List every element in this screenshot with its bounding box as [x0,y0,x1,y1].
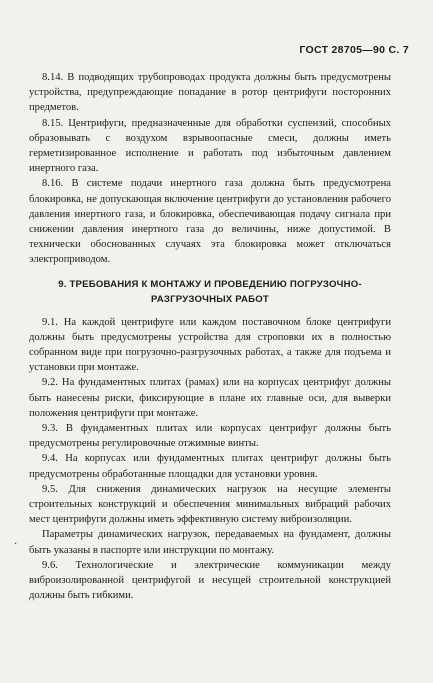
paragraph-9-6: 9.6. Технологические и электрические коммуникации между виброизолированной центрифугой и несущей строительной конструкцией должны быть гибкими. [29,559,391,602]
page-header: ГОСТ 28705—90 С. 7 [299,44,409,56]
document-body [29,70,391,604]
paragraph-9-1: 9.1. На каждой центрифуге или каждом поставочном блоке центрифуги должны быть предусмотрены устройства для строповки их в полностью собранном виде при погрузочно-разгрузочных работах, а также для подъема и установки при монтаже. [29,316,391,374]
paragraph-9-4: 9.4. На корпусах или фундаментных плитах центрифуг должны быть предусмотрены обработанные площадки для установки уровня. [29,453,391,480]
paragraph-8-14: 8.14. В подводящих трубопроводах продукта должны быть предусмотрены устройства, предупреждающие попадание в ротор центрифуги посторонних предметов. [29,72,391,114]
section-heading: 9. ТРЕБОВАНИЯ К МОНТАЖУ И ПРОВЕДЕНИЮ ПОГРУЗОЧНО-РАЗГРУЗОЧНЫХ РАБОТ [58,278,362,305]
paragraph-dynamic-loads: Параметры динамических нагрузок, передаваемых на фундамент, должны быть указаны в паспорте или инструкции по монтажу. [29,529,391,556]
paragraph-8-15: 8.15. Центрифуги, предназначенные для обработки суспензий, способных образовывать с воздухом взрывоопасные смеси, должны иметь герметизированное исполнение и работать под избыточным давлением инертного газа. [29,117,391,175]
paragraph-9-3: 9.3. В фундаментных плитах или корпусах центрифуг должны быть предусмотрены регулировочные отжимные винты. [29,423,391,450]
margin-mark: · [14,539,18,550]
paragraph-9-2: 9.2. На фундаментных плитах (рамах) или на корпусах центрифуг должны быть нанесены риски, фиксирующие в плане их главные оси, для выверки положения центрифуги при монтаже. [29,377,391,419]
paragraph-8-16: 8.16. В системе подачи инертного газа должна быть предусмотрена блокировка, не допускающая включение центрифуги до установления рабочего давления инертного газа, и блокировка, обеспечивающая подачу сигнала при снижении давления инертного газа до величины, ниже допустимой. В технически обоснованных случаях эта блокировка может отключаться электроприводом. [29,178,391,266]
paragraph-9-5: 9.5. Для снижения динамических нагрузок на несущие элементы строительных конструкций и обеспечения минимальных вибраций рабочих мест центрифуги должны иметь эффективную систему виброизоляции. [29,483,391,526]
